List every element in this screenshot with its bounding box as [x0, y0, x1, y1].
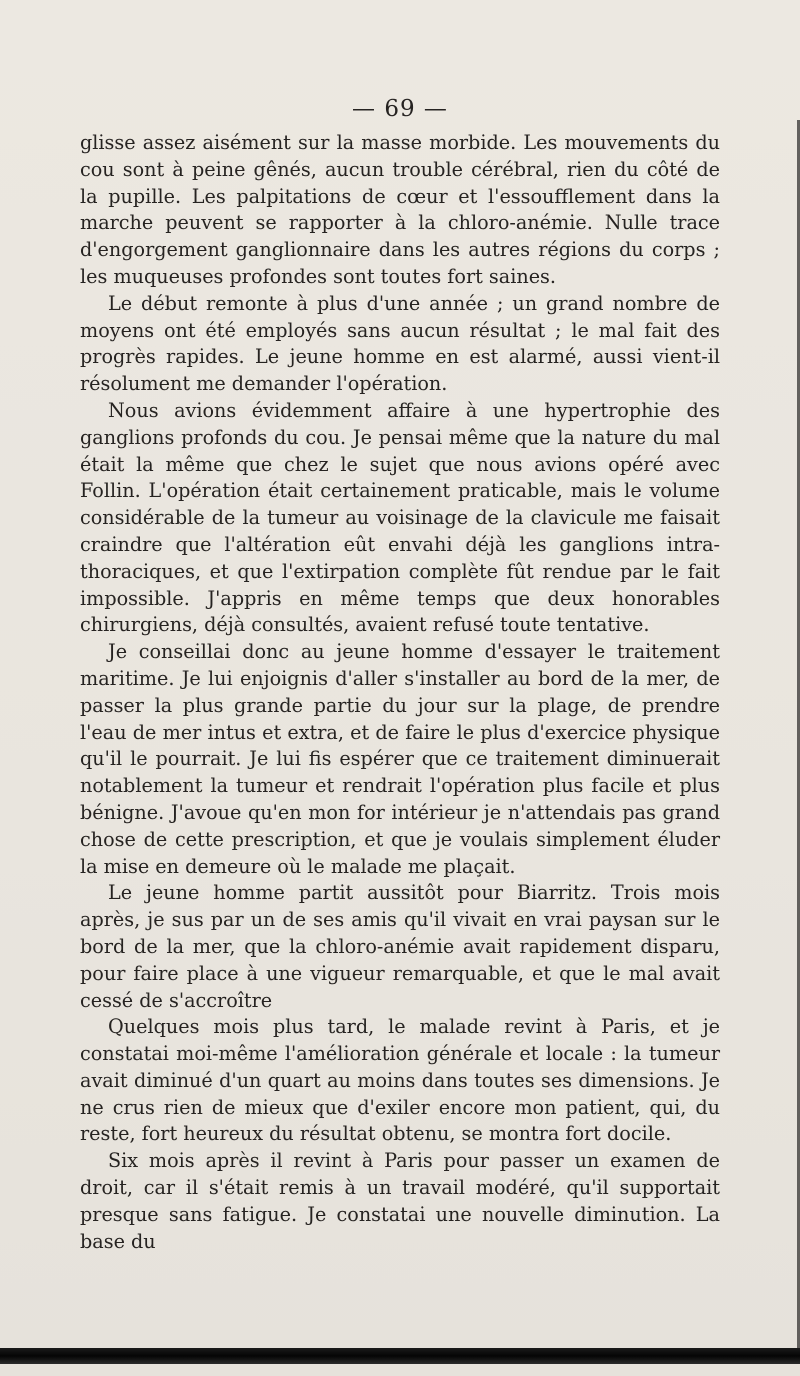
paragraph: Le jeune homme partit aussitôt pour Biarritz. Trois mois après, je sus par un de ses amis qu'il vivait en vrai paysan sur le bord de la mer, que la chloro-anémie avait rapidement disparu, pour faire place à une vigueur remarquable, et que le mal avait cessé de s'accroître [80, 881, 720, 1012]
paragraph: Nous avions évidemment affaire à une hypertrophie des ganglions profonds du cou. Je pensai même que la nature du mal était la même que chez le sujet que nous avions opéré avec Follin. L'opération était certainement praticable, mais le volume considérable de la tumeur au voisinage de la clavicule me faisait craindre que l'altération eût envahi déjà les ganglions intra-thoraciques, et que l'extirpation complète fût rendue par le fait impossible. J'appris en même temps que deux honorables chirurgiens, déjà consultés, avaient refusé toute tentative. [80, 398, 720, 637]
paragraph: Six mois après il revint à Paris pour passer un examen de droit, car il s'était remis à un travail modéré, qu'il supportait presque sans fatigue. Je constatai une nouvelle diminution. La base du [80, 1149, 720, 1253]
body-text [80, 130, 720, 1255]
paragraph: Je conseillai donc au jeune homme d'essayer le traitement maritime. Je lui enjoignis d'aller s'installer au bord de la mer, de passer la plus grande partie du jour sur la plage, de prendre l'eau de mer intus et extra, et de faire le plus d'exercice physique qu'il le pourrait. Je lui fis espérer que ce traitement diminuerait notablement la tumeur et rendrait l'opération plus facile et plus bénigne. J'avoue qu'en mon for intérieur je n'attendais pas grand chose de cette prescription, et que je voulais simplement éluder la mise en demeure où le malade me plaçait. [80, 640, 720, 878]
page-bottom-edge [0, 1348, 800, 1364]
paragraph: glisse assez aisément sur la masse morbide. Les mouvements du cou sont à peine gênés, aucun trouble cérébral, rien du côté de la pupille. Les palpitations de cœur et l'essoufflement dans la marche peuvent se rapporter à la chloro-anémie. Nulle trace d'engorgement ganglionnaire dans les autres régions du corps ; les muqueuses profondes sont toutes fort saines. [80, 131, 720, 288]
paragraph: Le début remonte à plus d'une année ; un grand nombre de moyens ont été employés sans aucun résultat ; le mal fait des progrès rapides. Le jeune homme en est alarmé, aussi vient-il résolument me demander l'opération. [80, 291, 720, 396]
paragraph: Quelques mois plus tard, le malade revint à Paris, et je constatai moi-même l'amélioration générale et locale : la tumeur avait diminué d'un quart au moins dans toutes ses dimensions. Je ne crus rien de mieux que d'exiler encore mon patient, qui, du reste, fort heureux du résultat obtenu, se montra fort docile. [80, 1015, 720, 1146]
page-number: — 69 — [352, 96, 448, 122]
